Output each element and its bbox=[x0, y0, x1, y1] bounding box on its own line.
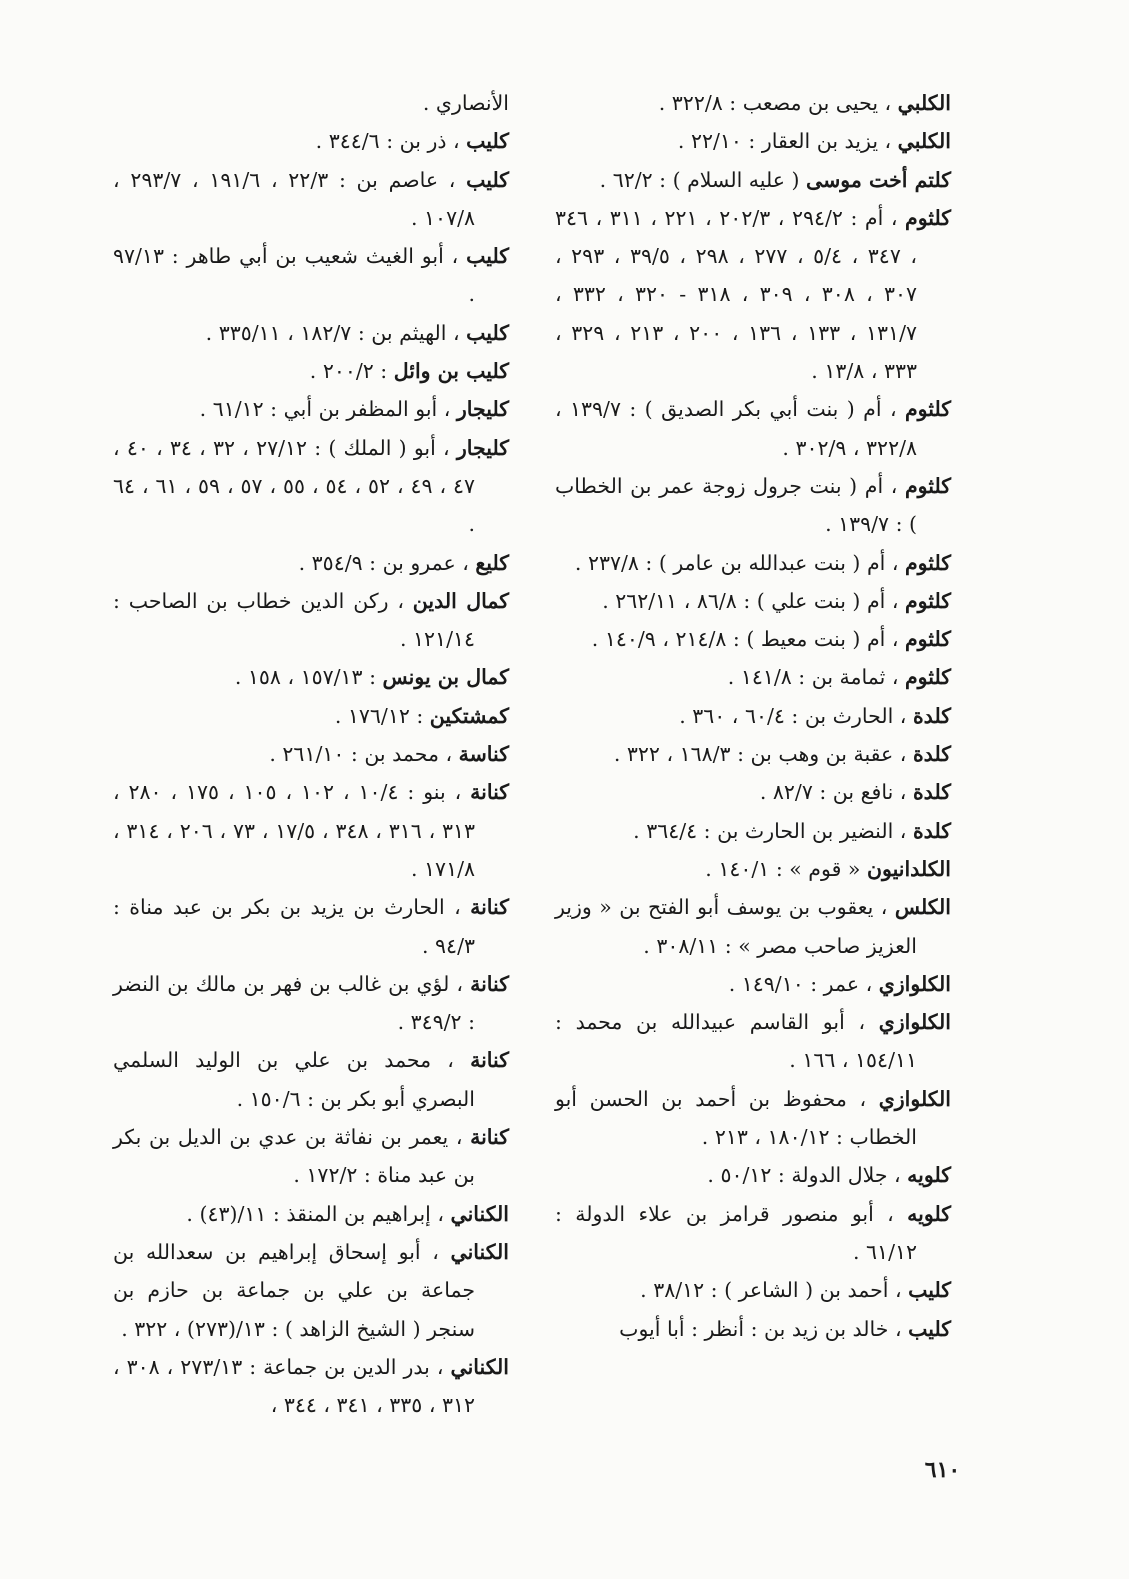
index-entry bbox=[113, 773, 509, 888]
entry-headword: كليب bbox=[466, 167, 509, 192]
index-entry bbox=[555, 1156, 951, 1194]
index-entry bbox=[113, 390, 509, 428]
index-entry bbox=[113, 122, 509, 160]
entry-headword: كلدة bbox=[912, 703, 951, 728]
entry-headword: كلدة bbox=[912, 742, 951, 767]
index-entry bbox=[113, 1233, 509, 1348]
entry-references: ، الهيثم بن : ١٨٢/٧ ، ٣٣٥/١١ . bbox=[205, 320, 467, 345]
entry-references: ، بدر الدين بن جماعة : ٢٧٣/١٣ ، ٣٠٨ ، ٣١٢ ، ٣٣٥ ، ٣٤١ ، ٣٤٤ ، bbox=[113, 1354, 475, 1418]
entry-headword: كليب bbox=[908, 1316, 951, 1341]
entry-headword: الكلس bbox=[894, 895, 951, 920]
entry-references: ، أبو ( الملك ) : ٢٧/١٢ ، ٣٢ ، ٣٤ ، ٤٠ ، ٤٧ ، ٤٩ ، ٥٢ ، ٥٤ ، ٥٥ ، ٥٧ ، ٥٩ ، ٦١ ، ٦٤ . bbox=[113, 435, 476, 537]
index-entry bbox=[113, 237, 509, 314]
entry-headword: كليب bbox=[466, 244, 509, 269]
index-entry bbox=[113, 697, 509, 735]
entry-references: ، أبو الغيث شعيب بن أبي طاهر : ٩٧/١٣ . bbox=[113, 244, 475, 307]
entry-references: : ٢٠٠/٢ . bbox=[309, 359, 394, 384]
entry-references: ، النضير بن الحارث بن : ٣٦٤/٤ . bbox=[633, 818, 913, 843]
entry-headword: كلثوم bbox=[904, 473, 951, 498]
index-entry bbox=[555, 122, 951, 160]
entry-references: ، أم : ٢٩٤/٢ ، ٢٠٢/٣ ، ٢٢١ ، ٣١١ ، ٣٤٦ ، ٣٤٧ ، ٥/٤ ، ٢٧٧ ، ٢٩٨ ، ٣٩/٥ ، ٢٩٣ ، ٣٠٧ ، ٣٠٨ ، ٣٠٩ ، ٣١٨ - ٣٢٠ ، ٣٣٢ ، ١٣١/٧ ، ١٣٣ ، ١٣٦ ، ٢٠٠ ، ٢١٣ ، ٣٢٩ ، ٣٣٣ ، ١٣/٨ . bbox=[555, 205, 918, 384]
entry-headword: كلويه bbox=[907, 1201, 951, 1226]
entry-references: ، أم ( بنت علي ) : ٨٦/٨ ، ٢٦٢/١١ . bbox=[602, 588, 905, 613]
entry-references: ، ثمامة بن : ١٤١/٨ . bbox=[727, 665, 905, 690]
page-number: ٦١٠ bbox=[924, 1457, 961, 1483]
entry-references: ، الحارث بن : ٦٠/٤ ، ٣٦٠ . bbox=[679, 703, 913, 728]
entry-references: ، يعمر بن نفاثة بن عدي بن الديل بن بكر بن عبد مناة : ١٧٢/٢ . bbox=[113, 1125, 475, 1188]
entry-references: ، جلال الدولة : ٥٠/١٢ . bbox=[707, 1163, 908, 1188]
index-entry bbox=[555, 697, 951, 735]
entry-headword: كمال بن يونس bbox=[382, 665, 509, 690]
entry-references: ، محفوظ بن أحمد بن الحسن أبو الخطاب : ١٨٠/١٢ ، ٢١٣ . bbox=[555, 1086, 917, 1150]
entry-headword: كليجار bbox=[456, 435, 509, 460]
entry-references: : ١٧٦/١٢ . bbox=[334, 703, 430, 728]
index-entry bbox=[113, 1118, 509, 1195]
index-entry bbox=[555, 888, 951, 965]
entry-headword: كنانة bbox=[470, 971, 509, 996]
entry-headword: كلدة bbox=[912, 818, 951, 843]
index-entry bbox=[555, 735, 951, 773]
entry-references: ، أم ( بنت جرول زوجة عمر بن الخطاب ) : ١٣٩/٧ . bbox=[555, 473, 917, 537]
index-entry bbox=[113, 544, 509, 582]
index-entry bbox=[113, 352, 509, 390]
entry-headword: كليب bbox=[466, 320, 509, 345]
index-entry bbox=[113, 1348, 509, 1425]
entry-references: ، أبو إسحاق إبراهيم بن سعدالله بن جماعة بن علي بن جماعة بن حازم بن سنجر ( الشيخ الزاهد ) : ١٣/(٢٧٣) ، ٣٢٢ . bbox=[113, 1239, 475, 1341]
entry-headword: كنانة bbox=[470, 895, 509, 920]
entry-headword: كليب بن وائل bbox=[393, 359, 509, 384]
entry-references: ، لؤي بن غالب بن فهر بن مالك بن النضر : ٣٤٩/٢ . bbox=[113, 971, 475, 1035]
index-entry bbox=[555, 390, 951, 467]
entry-headword: كلدة bbox=[912, 780, 951, 805]
entry-references: ، يزيد بن العقار : ٢٢/١٠ . bbox=[677, 129, 898, 154]
entry-headword: الكلبي bbox=[897, 129, 951, 154]
index-entry bbox=[113, 582, 509, 659]
entry-references: ، أبو المظفر بن أبي : ٦١/١٢ . bbox=[199, 397, 457, 422]
entry-headword: الكلوازي bbox=[878, 1086, 951, 1111]
entry-headword: كمشتكين bbox=[429, 703, 509, 728]
index-entry bbox=[555, 467, 951, 544]
index-entry bbox=[113, 161, 509, 238]
entry-references: : ١٥٧/١٣ ، ١٥٨ . bbox=[234, 665, 383, 690]
entry-references: ، أم ( بنت أبي بكر الصديق ) : ١٣٩/٧ ، ٣٢٢/٨ ، ٣٠٢/٩ . bbox=[555, 397, 917, 460]
entry-references: ، عاصم بن : ٢٢/٣ ، ١٩١/٦ ، ٢٩٣/٧ ، ١٠٧/٨ . bbox=[113, 167, 475, 230]
entry-references: ، أبو القاسم عبيدالله بن محمد : ١٥٤/١١ ، ١٦٦ . bbox=[555, 1010, 917, 1073]
index-entry bbox=[555, 1195, 951, 1272]
index-entry bbox=[113, 735, 509, 773]
entry-headword: كلثوم bbox=[904, 627, 951, 652]
index-entry bbox=[113, 84, 509, 122]
entry-references: ، يحيى بن مصعب : ٣٢٢/٨ . bbox=[658, 91, 898, 115]
entry-references: ، عمرو بن : ٣٥٤/٩ . bbox=[298, 550, 476, 575]
entry-references: ، يعقوب بن يوسف أبو الفتح بن « وزير العزيز صاحب مصر » : ٣٠٨/١١ . bbox=[555, 895, 917, 958]
entry-headword: كناسة bbox=[458, 742, 509, 767]
entry-headword: كنانة bbox=[470, 1048, 509, 1073]
index-entry bbox=[555, 582, 951, 620]
entry-references: ، خالد بن زيد بن : أنظر : أبا أيوب bbox=[619, 1316, 909, 1341]
entry-references: ، إبراهيم بن المنقذ : ١١/(٤٣) . bbox=[186, 1201, 451, 1226]
entry-references: ، محمد بن علي بن الوليد السلمي البصري أبو بكر بن : ١٥٠/٦ . bbox=[113, 1048, 475, 1111]
entry-references: ، عمر : ١٤٩/١٠ . bbox=[728, 971, 879, 996]
entry-headword: كلثوم bbox=[904, 397, 951, 422]
index-entry bbox=[113, 658, 509, 696]
entry-headword: كليب bbox=[908, 1278, 951, 1303]
entry-references: ، أم ( بنت معيط ) : ٢١٤/٨ ، ١٤٠/٩ . bbox=[591, 627, 905, 652]
index-column-right bbox=[555, 84, 951, 1348]
index-entry bbox=[555, 850, 951, 888]
index-entry bbox=[555, 658, 951, 696]
index-entry bbox=[555, 1310, 951, 1348]
entry-references: ، أحمد بن ( الشاعر ) : ٣٨/١٢ . bbox=[640, 1278, 909, 1303]
entry-references: ، ذر بن : ٣٤٤/٦ . bbox=[315, 129, 467, 154]
entry-headword: كلثوم bbox=[905, 205, 952, 230]
index-entry bbox=[113, 888, 509, 965]
index-entry bbox=[113, 965, 509, 1042]
entry-headword: كلثوم bbox=[904, 588, 951, 613]
index-entry bbox=[555, 544, 951, 582]
entry-headword: الكناني bbox=[450, 1239, 509, 1264]
entry-headword: كلتم أخت موسى bbox=[806, 167, 951, 192]
entry-references: ، نافع بن : ٨٢/٧ . bbox=[759, 780, 913, 805]
entry-headword: الكلوازي bbox=[878, 971, 951, 996]
index-column-left bbox=[113, 84, 509, 1424]
entry-headword: الكناني bbox=[450, 1354, 509, 1379]
entry-references: « قوم » : ١٤٠/١ . bbox=[705, 856, 867, 881]
entry-headword: كنانة bbox=[470, 1125, 509, 1150]
entry-headword: كمال الدين bbox=[412, 588, 510, 613]
entry-references: ، أم ( بنت عبدالله بن عامر ) : ٢٣٧/٨ . bbox=[574, 550, 905, 575]
entry-headword: الكلوازي bbox=[878, 1010, 951, 1035]
entry-references: ، عقبة بن وهب بن : ١٦٨/٣ ، ٣٢٢ . bbox=[613, 742, 913, 767]
entry-headword: الكناني bbox=[450, 1201, 509, 1226]
entry-headword: كليب bbox=[466, 129, 509, 154]
entry-references: ، محمد بن : ٢٦١/١٠ . bbox=[269, 742, 459, 767]
index-entry bbox=[555, 1271, 951, 1309]
entry-references: ( عليه السلام ) : ٦٢/٢ . bbox=[599, 167, 807, 192]
index-entry bbox=[555, 812, 951, 850]
index-entry bbox=[555, 773, 951, 811]
index-entry bbox=[113, 1195, 509, 1233]
entry-headword: الكلدانيون bbox=[866, 856, 951, 881]
entry-headword: كلويه bbox=[907, 1163, 951, 1188]
entry-references: ، ركن الدين خطاب بن الصاحب : ١٢١/١٤ . bbox=[113, 588, 475, 652]
entry-references: ، الحارث بن يزيد بن بكر بن عبد مناة : ٩٤/٣ . bbox=[113, 895, 475, 958]
entry-headword: كنانة bbox=[470, 780, 510, 805]
index-entry bbox=[555, 965, 951, 1003]
index-entry bbox=[555, 199, 951, 390]
entry-headword: كلثوم bbox=[904, 550, 951, 575]
entry-headword: كليجار bbox=[456, 397, 509, 422]
entry-headword: كلثوم bbox=[904, 665, 951, 690]
entry-headword: الكلبي bbox=[897, 91, 951, 115]
index-entry bbox=[555, 620, 951, 658]
entry-references: الأنصاري . bbox=[422, 91, 509, 115]
index-entry bbox=[113, 429, 509, 544]
entry-headword: كليع bbox=[475, 550, 509, 575]
index-entry bbox=[113, 314, 509, 352]
entry-references: ، بنو : ١٠/٤ ، ١٠٢ ، ١٠٥ ، ١٧٥ ، ٢٨٠ ، ٣١٣ ، ٣١٦ ، ٣٤٨ ، ١٧/٥ ، ٧٣ ، ٢٠٦ ، ٣١٤ ، ١٧١/٨ . bbox=[113, 780, 476, 881]
index-entry bbox=[555, 84, 951, 122]
index-entry bbox=[555, 1003, 951, 1080]
index-entry bbox=[555, 1080, 951, 1157]
entry-references: ، أبو منصور قرامز بن علاء الدولة : ٦١/١٢ . bbox=[555, 1201, 917, 1264]
index-entry bbox=[113, 1041, 509, 1118]
index-entry bbox=[555, 161, 951, 199]
